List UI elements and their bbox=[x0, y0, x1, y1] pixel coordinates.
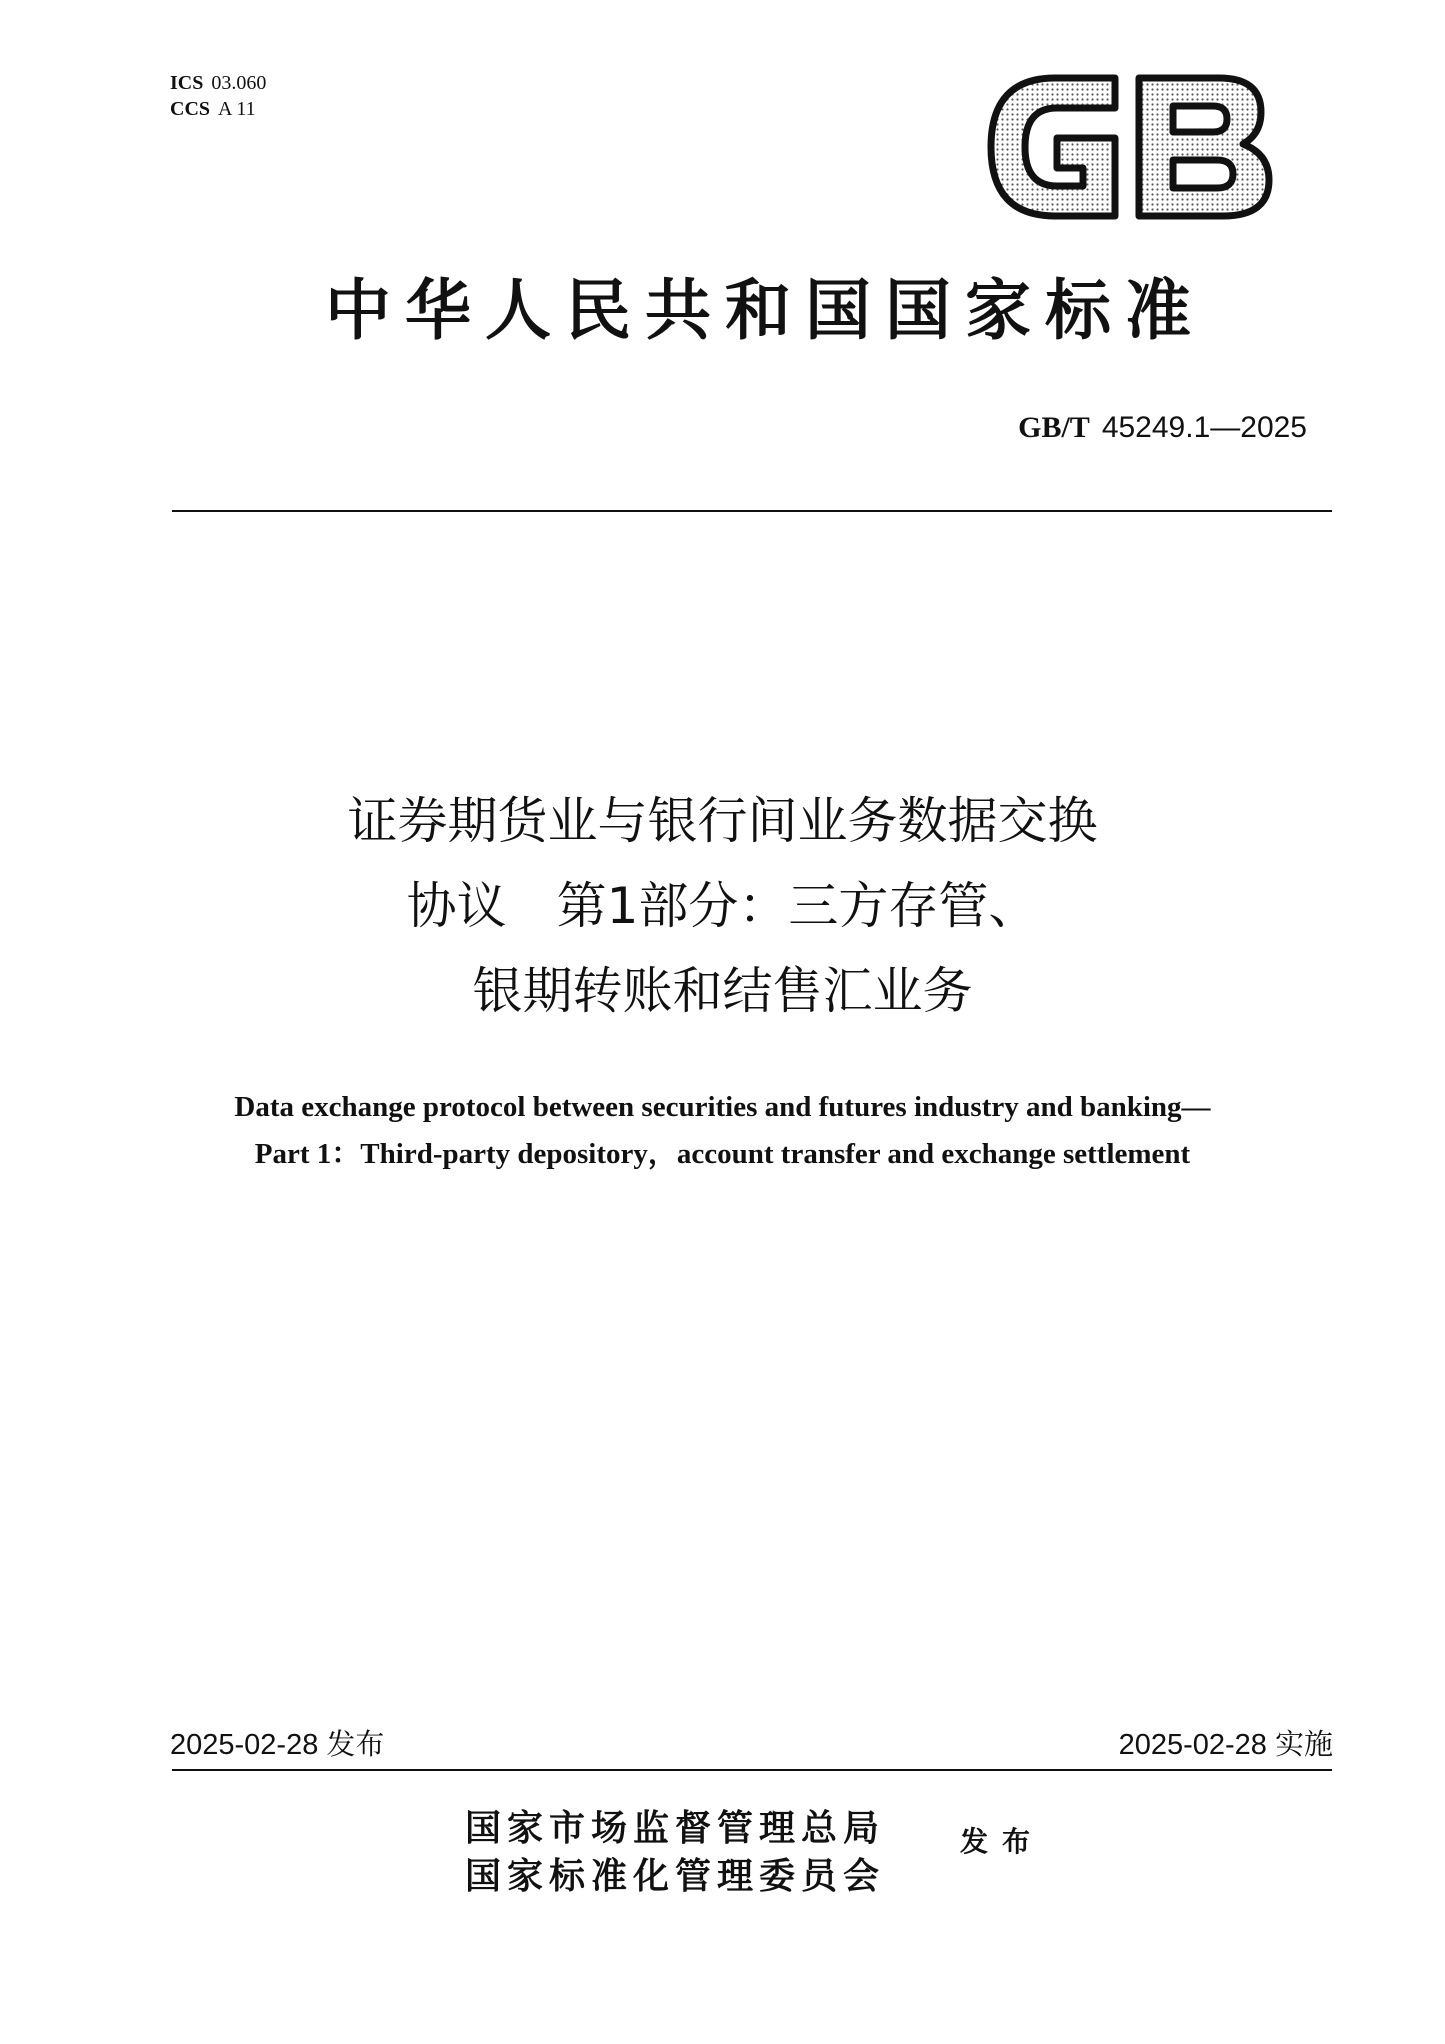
standard-number bbox=[1018, 408, 1307, 448]
ics-label: ICS bbox=[170, 72, 204, 94]
standard-number-value: 45249.1—2025 bbox=[1101, 411, 1307, 444]
ccs-code bbox=[170, 96, 256, 122]
top-divider bbox=[172, 510, 1332, 512]
issue-label: 发布 bbox=[960, 1825, 1045, 1858]
issue-date: 2025-02-28 发布 bbox=[170, 1729, 385, 1761]
en-title-line-2: Part 1：Third-party depository，account transfer and exchange settlement bbox=[254, 1138, 1191, 1170]
issuer-sac: 国家标准化管理委员会 bbox=[465, 1855, 886, 1897]
cn-title-line-2: 协议 第1部分：三方存管、 bbox=[406, 877, 1039, 935]
ics-code bbox=[170, 70, 266, 96]
gb-logo bbox=[985, 72, 1275, 222]
ccs-value: A 11 bbox=[218, 98, 256, 120]
standard-prefix: GB/T bbox=[1018, 411, 1090, 444]
issuer-samr: 国家市场监督管理总局 bbox=[465, 1807, 886, 1849]
implement-date: 2025-02-28 实施 bbox=[1118, 1729, 1333, 1761]
ccs-label: CCS bbox=[170, 98, 211, 120]
cn-title-line-3: 银期转账和结售汇业务 bbox=[472, 962, 973, 1020]
national-standard-title: 中华人民共和国国家标准 bbox=[325, 271, 1205, 349]
bottom-divider bbox=[172, 1769, 1332, 1771]
en-title-line-1: Data exchange protocol between securities and futures industry and banking— bbox=[234, 1091, 1211, 1123]
ics-value: 03.060 bbox=[211, 72, 267, 94]
cn-title-line-1: 证券期货业与银行间业务数据交换 bbox=[347, 792, 1098, 850]
